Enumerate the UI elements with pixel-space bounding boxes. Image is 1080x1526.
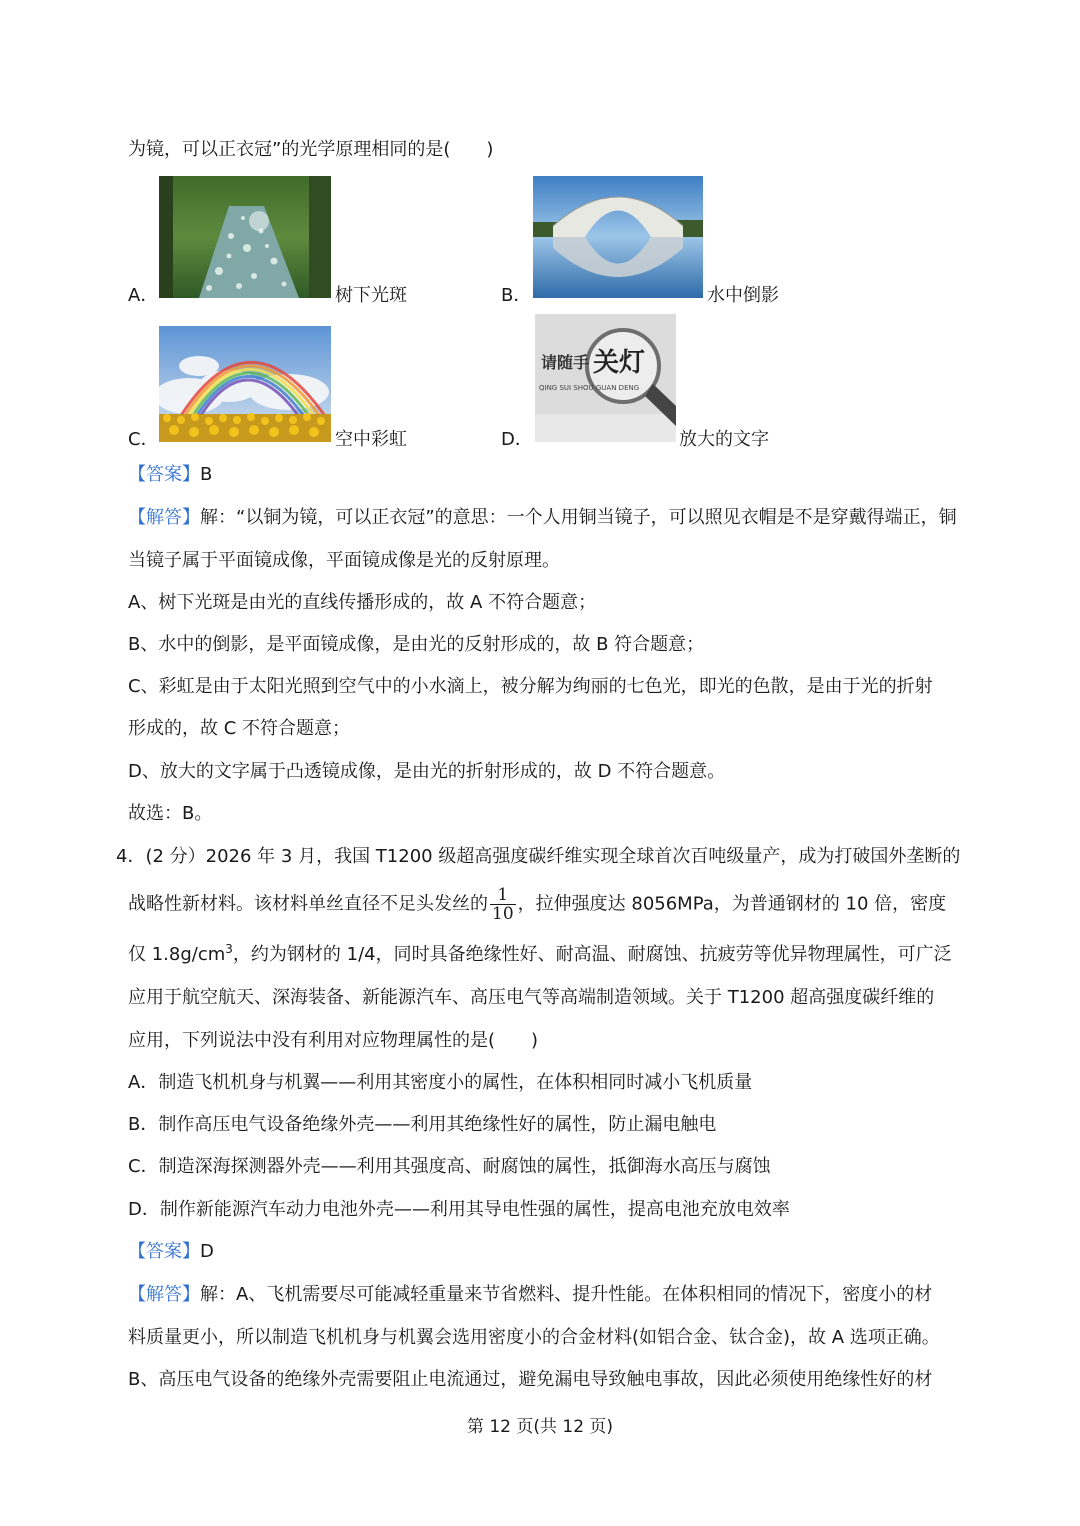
forest-light-spots-photo: [159, 176, 331, 298]
analysis-line-8: 故选：B。: [128, 803, 213, 824]
option-c-letter: C．: [128, 429, 159, 450]
answer-value: B: [200, 464, 213, 485]
q4-superscript: 3: [225, 942, 233, 956]
analysis-line-7: D、放大的文字属于凸透镜成像，是由光的折射形成的，故 D 不符合题意。: [128, 761, 726, 782]
answer-line: [128, 462, 212, 488]
q4-line-3-pre: 仅 1.8g/cm: [128, 944, 226, 965]
answer-tag: 【答案】: [128, 464, 200, 485]
magnifier-sign-text: 请随手: [541, 353, 590, 372]
q4-analysis-line-1: [128, 1282, 932, 1308]
magnifier-text-photo: [535, 314, 676, 442]
arch-bridge-reflection-photo: [533, 176, 703, 298]
q4-analysis-tag: 【解答】: [128, 1284, 200, 1305]
option-b-letter: B．: [501, 285, 532, 306]
analysis-line-1: [128, 505, 957, 531]
analysis-line-5: C、彩虹是由于太阳光照到空气中的小水滴上，被分解为绚丽的七色光，即光的色散，是由于光的折射: [128, 676, 933, 697]
q4-answer-line: [128, 1239, 214, 1265]
q4-line-1: 4．(2 分）2026 年 3 月，我国 T1200 级超高强度碳纤维实现全球首次百吨级量产，成为打破国外垄断的: [116, 846, 961, 867]
analysis-text: 解：“以铜为镜，可以正衣冠”的意思：一个人用铜当镜子，可以照见衣帽是不是穿戴得端正，铜: [200, 507, 957, 528]
q4-line-2-pre: 战略性新材料。该材料单丝直径不足头发丝的: [128, 893, 488, 915]
fraction-numerator: 1: [490, 886, 516, 905]
magnifier-lens-text: 关灯: [593, 348, 646, 378]
fraction-denominator: 10: [492, 904, 514, 924]
q4-analysis-text: 解：A、飞机需要尽可能减轻重量来节省燃料、提升性能。在体积相同的情况下，密度小的材: [200, 1284, 933, 1305]
q4-line-3: [128, 942, 952, 968]
analysis-line-4: B、水中的倒影，是平面镜成像，是由光的反射形成的，故 B 符合题意；: [128, 634, 705, 655]
analysis-line-3: A、树下光斑是由光的直线传播形成的，故 A 不符合题意；: [128, 592, 597, 613]
question-stem-tail: 为镜，可以正衣冠”的光学原理相同的是( ): [128, 139, 494, 160]
option-a-caption: 树下光斑: [335, 285, 407, 306]
q4-answer-value: D: [200, 1241, 214, 1262]
option-d-caption: 放大的文字: [679, 429, 769, 450]
q4-line-2-post: ，拉伸强度达 8056MPa，为普通钢材的 10 倍，密度: [517, 893, 947, 915]
q4-line-3-post: ，约为钢材的 1/4，同时具备绝缘性好、耐高温、耐腐蚀、抗疲劳等优异物理属性，可广泛: [232, 944, 952, 965]
analysis-line-6: 形成的，故 C 不符合题意；: [128, 718, 351, 739]
magnifier-pinyin-text: QING SUI SHOU GUAN DENG: [539, 384, 640, 392]
option-c-caption: 空中彩虹: [335, 429, 407, 450]
q4-option-d: D．制作新能源汽车动力电池外壳——利用其导电性强的属性，提高电池充放电效率: [128, 1199, 790, 1220]
q4-line-5: 应用，下列说法中没有利用对应物理属性的是( ): [128, 1030, 539, 1051]
q4-answer-tag: 【答案】: [128, 1241, 200, 1262]
rainbow-sunflower-field-photo: [159, 326, 331, 442]
q4-option-c: C．制造深海探测器外壳——利用其强度高、耐腐蚀的属性，抵御海水高压与腐蚀: [128, 1156, 771, 1177]
q4-analysis-line-3: B、高压电气设备的绝缘外壳需要阻止电流通过，避免漏电导致触电事故，因此必须使用绝缘性好的材: [128, 1369, 933, 1390]
option-b-caption: 水中倒影: [707, 285, 779, 306]
q4-option-a: A．制造飞机机身与机翼——利用其密度小的属性，在体积相同时减小飞机质量: [128, 1072, 753, 1093]
q4-analysis-line-2: 料质量更小，所以制造飞机机身与机翼会选用密度小的合金材料(如铝合金、钛合金)，故 A 选项正确。: [128, 1327, 940, 1348]
analysis-line-2: 当镜子属于平面镜成像，平面镜成像是光的反射原理。: [128, 550, 560, 571]
q4-option-b: B．制作高压电气设备绝缘外壳——利用其绝缘性好的属性，防止漏电触电: [128, 1114, 717, 1135]
analysis-tag: 【解答】: [128, 507, 200, 528]
q4-line-4: 应用于航空航天、深海装备、新能源汽车、高压电气等高端制造领域。关于 T1200 超高强度碳纤维的: [128, 987, 935, 1008]
q4-line-2: [128, 886, 946, 923]
fraction-one-tenth: [490, 886, 516, 923]
page-footer: 第 12 页(共 12 页): [466, 1417, 614, 1437]
option-a-letter: A．: [128, 285, 159, 306]
option-d-letter: D．: [501, 429, 533, 450]
